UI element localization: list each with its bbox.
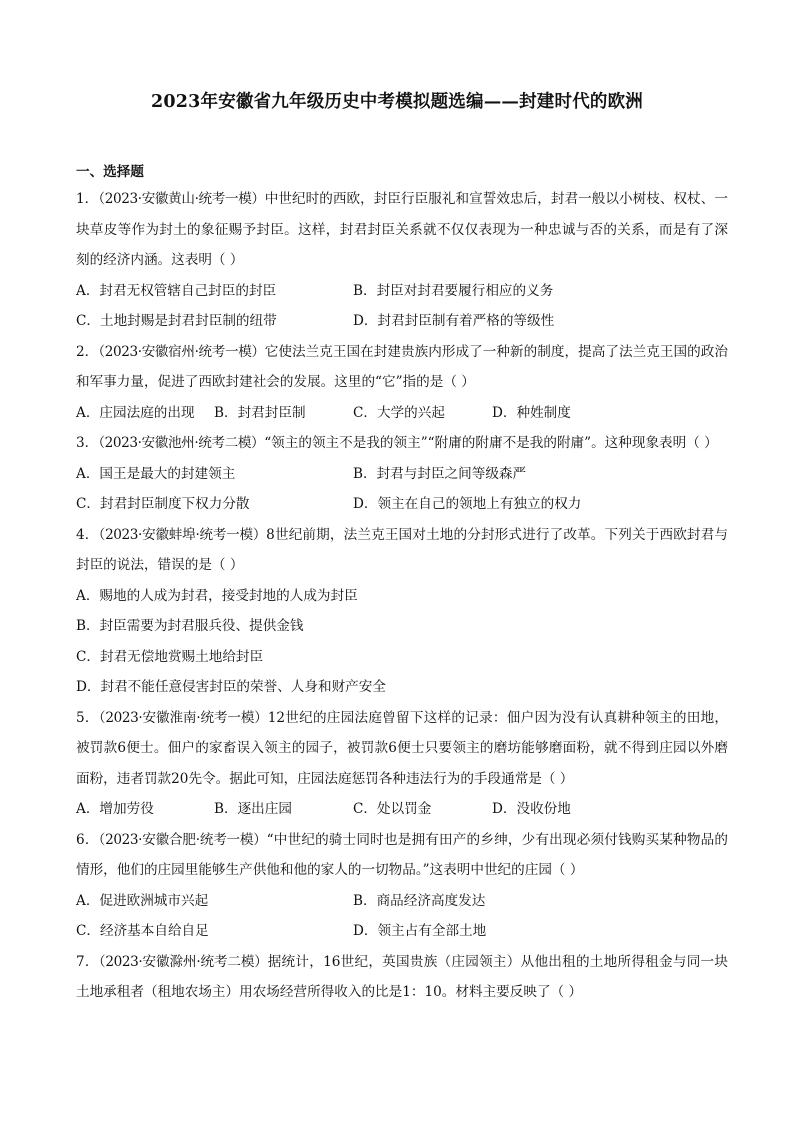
option-a[interactable]: A．国王是最大的封建领主: [76, 465, 236, 482]
question-stem: [76, 947, 728, 1008]
option-c[interactable]: C．大学的兴起: [353, 404, 445, 421]
question-number: 1．: [76, 191, 99, 207]
question-5: [76, 703, 728, 825]
question-source: （2023·安徽淮南·统考一模）: [98, 709, 268, 726]
question-source: （2023·安徽宿州·统考一模）: [98, 343, 265, 360]
option-b[interactable]: B．商品经济高度发达: [353, 892, 486, 909]
question-4: [76, 520, 728, 703]
question-text: 12世纪的庄园法庭曾留下这样的记录：佃户因为没有认真耕种领主的田地，被罚款6便士。佃户的家畜误入领主的园子，被罚款6便士只要领主的磨坊能够磨面粉，就不得到庄园以外磨面粉，违者罚款20先令。据此可知，庄园法庭惩罚各种违法行为的手段通常是（ ）: [76, 709, 728, 787]
option-d[interactable]: D．领主占有全部土地: [353, 923, 487, 939]
question-number: 3．: [76, 435, 99, 451]
question-3: [76, 428, 728, 520]
option-b[interactable]: B．封臣需要为封君服兵役、提供金钱: [76, 618, 304, 634]
option-c[interactable]: C．处以罚金: [353, 801, 432, 817]
question-stem: [76, 337, 728, 398]
question-stem: [76, 428, 728, 459]
question-number: 4．: [76, 526, 99, 543]
question-text: 8世纪前期，法兰克王国对土地的分封形式进行了改革。下列关于西欧封君与封臣的说法，错误的是（ ）: [76, 526, 728, 573]
question-2: [76, 337, 728, 429]
question-source: （2023·安徽合肥·统考一模）: [98, 831, 267, 848]
option-d[interactable]: D．封君不能任意侵害封臣的荣誉、人身和财产安全: [76, 679, 386, 695]
question-7: [76, 947, 728, 1008]
option-d[interactable]: D．种姓制度: [492, 404, 571, 421]
option-d[interactable]: D．封君封臣制有着严格的等级性: [353, 313, 555, 329]
question-list: [76, 160, 728, 1008]
option-row: [76, 611, 728, 642]
question-number: 2．: [76, 343, 99, 360]
option-d[interactable]: D．没收份地: [492, 801, 571, 817]
option-c[interactable]: C．封君无偿地赏赐土地给封臣: [76, 648, 264, 665]
question-number: 7．: [76, 953, 99, 970]
page-title: 2023年安徽省九年级历史中考模拟题选编——封建时代的欧洲: [150, 92, 643, 112]
option-row: [76, 916, 728, 947]
option-row: [76, 306, 728, 337]
question-source: （2023·安徽滁州·统考二模）: [98, 953, 268, 970]
option-b[interactable]: B．封臣对封君要履行相应的义务: [353, 282, 554, 299]
option-row: [76, 886, 728, 917]
question-source: （2023·安徽蚌埠·统考一模）: [98, 526, 267, 543]
question-text: 中世纪时的西欧，封臣行臣服礼和宣誓效忠后，封君一般以小树枝、权杖、一块草皮等作为封土的象征赐予封臣。这样，封君封臣关系就不仅仅表现为一种忠诚与否的关系，而是有了深刻的经济内涵。这表明（ ）: [76, 191, 728, 268]
question-text: 据统计，16世纪，英国贵族（庄园领主）从他出租的土地所得租金与同一块土地承租者（租地农场主）用农场经营所得收入的比是1：10。材料主要反映了（ ）: [76, 953, 728, 1000]
option-d[interactable]: D．领主在自己的领地上有独立的权力: [353, 496, 582, 512]
question-number: 6．: [76, 831, 99, 848]
question-number: 5．: [76, 709, 99, 726]
option-b[interactable]: B．逐出庄园: [214, 801, 292, 817]
option-row: [76, 276, 728, 307]
option-c[interactable]: C．经济基本自给自足: [76, 923, 209, 939]
option-c[interactable]: C．土地封赐是封君封臣制的纽带: [76, 313, 277, 329]
option-row: [76, 581, 728, 612]
option-row: [76, 794, 728, 825]
question-source: （2023·安徽池州·统考二模）: [98, 435, 265, 451]
option-row: [76, 398, 728, 429]
question-stem: [76, 825, 728, 886]
option-row: [76, 459, 728, 490]
option-b[interactable]: B．封君与封臣之间等级森严: [353, 465, 527, 482]
question-6: [76, 825, 728, 947]
option-a[interactable]: A．赐地的人成为封君，接受封地的人成为封臣: [76, 587, 358, 604]
option-a[interactable]: A．封君无权管辖自己封臣的封臣: [76, 282, 277, 299]
option-row: [76, 489, 728, 520]
question-1: [76, 184, 728, 337]
question-stem: [76, 184, 728, 276]
option-a[interactable]: A．促进欧洲城市兴起: [76, 892, 209, 909]
question-text: 它使法兰克王国在封建贵族内形成了一种新的制度，提高了法兰克王国的政治和军事力量，促进了西欧封建社会的发展。这里的“它”指的是（ ）: [76, 343, 728, 390]
option-c[interactable]: C．封君封臣制度下权力分散: [76, 496, 250, 512]
question-source: （2023·安徽黄山·统考一模）: [98, 191, 265, 207]
option-a[interactable]: A．庄园法庭的出现: [76, 404, 195, 421]
option-a[interactable]: A．增加劳役: [76, 801, 154, 817]
question-text: “领主的领主不是我的领主”“附庸的附庸不是我的附庸”。这种现象表明（ ）: [264, 435, 718, 451]
option-row: [76, 642, 728, 673]
section-heading: 一、选择题: [76, 164, 144, 180]
option-row: [76, 672, 728, 703]
question-stem: [76, 520, 728, 581]
option-b[interactable]: B．封君封臣制: [214, 404, 306, 421]
question-text: “中世纪的骑士同时也是拥有田产的乡绅，少有出现必须付钱购买某种物品的情形，他们的庄园里能够生产供他和他的家人的一切物品。”这表明中世纪的庄园（ ）: [76, 831, 728, 878]
question-stem: [76, 703, 728, 795]
